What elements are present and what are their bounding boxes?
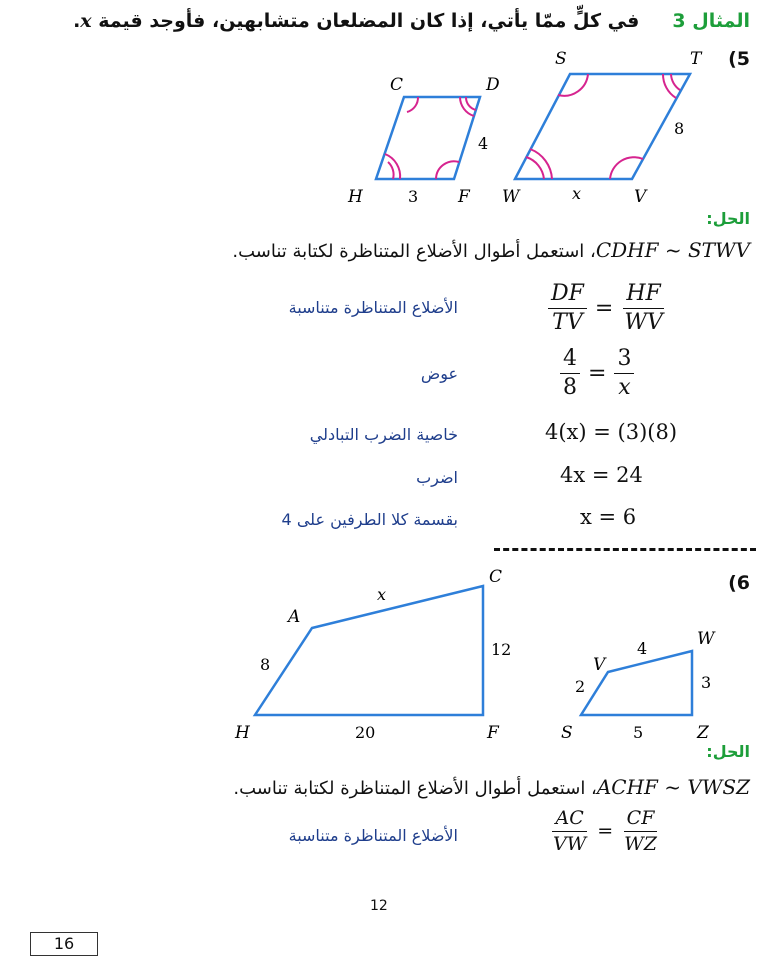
side-HF: 3 <box>408 187 419 206</box>
side-TV: 8 <box>674 119 685 138</box>
vertex-W: W <box>697 629 715 649</box>
section-divider <box>494 548 756 551</box>
numerator: AC <box>552 808 586 832</box>
fraction-hf-wv <box>621 282 666 335</box>
side-AH: 8 <box>260 655 271 674</box>
side-DF: 4 <box>478 134 489 153</box>
vertex-C: C <box>390 75 404 95</box>
problem-6-figure <box>225 560 725 740</box>
angle-mark-s <box>558 74 588 96</box>
side-SZ: 5 <box>633 723 644 740</box>
side-WV: x <box>572 184 582 203</box>
instruction-variable: x <box>80 10 92 32</box>
problem-5-number: (5 <box>728 48 750 70</box>
fraction-cf-wz <box>621 808 660 855</box>
denominator: VW <box>553 832 587 855</box>
angle-mark-w <box>526 149 552 179</box>
numerator: DF <box>548 282 587 309</box>
similarity-statement-6: ACHF ~ VWSZ <box>596 775 750 799</box>
fraction-ac-vw <box>550 808 589 855</box>
page-number-box: 16 <box>30 932 98 956</box>
side-HF: 20 <box>355 723 376 740</box>
equation-step-4: 4x = 24 <box>560 463 643 487</box>
side-AC: x <box>377 585 387 604</box>
numerator: 3 <box>614 347 634 374</box>
numerator: 4 <box>560 347 580 374</box>
solution-6-intro <box>10 775 750 799</box>
equation-step-1 <box>548 282 666 335</box>
problem-5-figure <box>330 42 710 212</box>
vertex-V: V <box>593 655 606 675</box>
instruction-end: . <box>73 10 81 32</box>
vertex-S: S <box>555 49 567 69</box>
instruction-text: في كلٍّ ممّا يأتي، إذا كان المضلعان متشابهين، فأوجد قيمة <box>98 10 640 32</box>
vertex-S: S <box>561 723 573 740</box>
angle-mark-h <box>385 154 400 179</box>
denominator: WZ <box>624 832 657 855</box>
vertex-Z: Z <box>697 723 709 740</box>
equation-step-5: x = 6 <box>580 505 637 529</box>
vertex-T: T <box>690 49 702 69</box>
example-label: المثال <box>692 10 750 32</box>
reason-step-1: الأضلاع المتناظرة متناسبة <box>288 298 458 317</box>
quadrilateral-acfh <box>255 586 483 715</box>
side-VW: 4 <box>637 639 648 658</box>
reason-step-6-1: الأضلاع المتناظرة متناسبة <box>288 826 458 845</box>
vertex-V: V <box>634 187 647 207</box>
problem-6-number: (6 <box>728 572 750 594</box>
denominator: 8 <box>563 375 577 401</box>
solution-5-intro <box>10 238 750 262</box>
denominator: x <box>618 375 631 401</box>
numerator: HF <box>623 282 663 309</box>
side-CF: 12 <box>491 640 512 659</box>
intro-text-5: ، استعمل أطوال الأضلاع المتناظرة لكتابة تناسب. <box>232 241 596 262</box>
vertex-F: F <box>487 723 499 740</box>
similarity-statement-5: CDHF ~ STWV <box>595 238 750 262</box>
solution-6-heading: الحل: <box>706 742 750 761</box>
vertex-D: D <box>486 75 500 95</box>
equation-step-3: 4(x) = (3)(8) <box>545 420 678 444</box>
numerator: CF <box>624 808 658 832</box>
reason-step-4: اضرب <box>416 468 458 487</box>
side-WZ: 3 <box>701 673 712 692</box>
equation-step-2 <box>560 347 634 400</box>
solution-5-heading: الحل: <box>706 209 750 228</box>
equals-sign: = <box>597 820 614 843</box>
reason-step-5: بقسمة كلا الطرفين على 4 <box>281 510 458 529</box>
fraction-df-tv <box>548 282 587 335</box>
vertex-A: A <box>288 607 301 627</box>
equals-sign: = <box>594 296 614 322</box>
equation-step-6-1 <box>550 808 660 855</box>
vertex-H: H <box>235 723 250 740</box>
intro-text-6: ، استعمل أطوال الأضلاع المتناظرة لكتابة تناسب. <box>233 778 597 799</box>
angle-mark-c <box>407 97 418 112</box>
fraction-3-x <box>614 347 634 400</box>
equals-sign: = <box>588 361 607 387</box>
vertex-C: C <box>489 567 503 587</box>
denominator: WV <box>624 310 663 336</box>
reason-step-3: خاصية الضرب التبادلي <box>309 425 458 444</box>
vertex-W: W <box>502 187 520 207</box>
vertex-H: H <box>348 187 363 207</box>
side-VS: 2 <box>575 677 586 696</box>
vertex-F: F <box>458 187 470 207</box>
parallelogram-stvw <box>515 74 690 179</box>
page-number: 12 <box>370 898 388 914</box>
fraction-4-8 <box>560 347 580 400</box>
denominator: TV <box>552 310 583 336</box>
example-header <box>10 10 750 32</box>
example-number: 3 <box>672 10 686 32</box>
reason-step-2: عوض <box>420 364 458 383</box>
